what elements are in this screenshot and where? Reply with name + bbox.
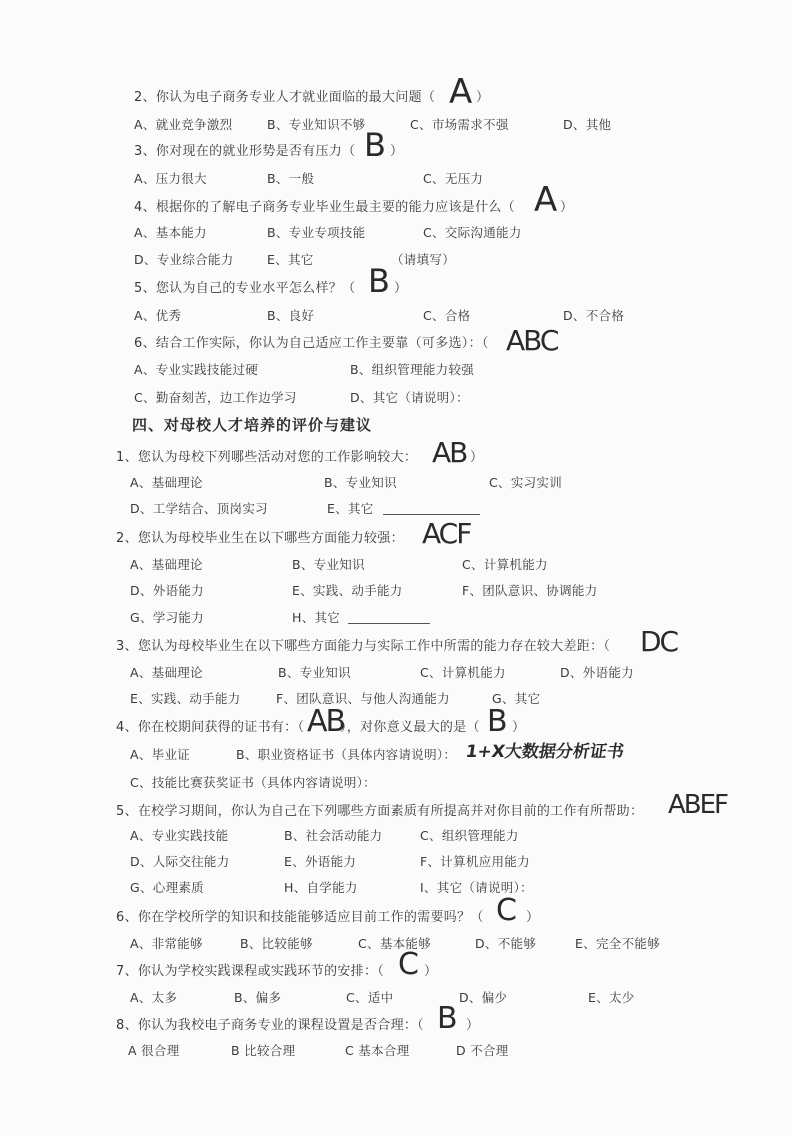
q3-option-a: A、压力很大 <box>134 171 207 186</box>
s4q1-option-d: D、工学结合、顶岗实习 <box>130 501 268 516</box>
q2-option-a: A、就业竞争激烈 <box>134 117 233 132</box>
s4q3-option-e: E、实践、动手能力 <box>130 691 241 706</box>
s4q1-option-b: B、专业知识 <box>324 475 397 490</box>
s4-question-6-text: 6、你在学校所学的知识和技能能够适应目前工作的需要吗？（ <box>116 910 484 925</box>
question-5-text: 5、您认为自己的专业水平怎么样？（ <box>134 281 356 296</box>
s4q6-option-e: E、完全不能够 <box>575 936 660 951</box>
s4-answer-q7: C <box>398 947 419 982</box>
question-2-text: 2、你认为电子商务专业人才就业面临的最大问题（ <box>134 90 436 105</box>
s4q7-option-d: D、偏少 <box>459 990 508 1005</box>
s4q2-option-c: C、计算机能力 <box>462 557 548 572</box>
s4q2-blank-line <box>348 623 430 624</box>
s4q8-option-c: C 基本合理 <box>345 1043 410 1058</box>
q3-option-c: C、无压力 <box>423 171 484 186</box>
s4-question-8-close: ） <box>466 1018 480 1033</box>
q4-option-c: C、交际沟通能力 <box>423 225 522 240</box>
s4-question-4-mid: ），对你意义最大的是（ <box>340 720 480 735</box>
answer-q2: A <box>449 72 473 112</box>
question-5-close: ） <box>394 281 408 296</box>
s4q2-option-d: D、外语能力 <box>130 583 204 598</box>
s4q7-option-a: A、太多 <box>130 990 178 1005</box>
q5-option-d: D、不合格 <box>563 308 625 323</box>
q4-option-fill: （请填写） <box>391 252 456 267</box>
q2-option-b: B、专业知识不够 <box>267 117 366 132</box>
s4q6-option-c: C、基本能够 <box>358 936 432 951</box>
q3-option-b: B、一般 <box>267 171 315 186</box>
s4-question-1-text: 1、您认为母校下列哪些活动对您的工作影响较大： <box>116 450 418 465</box>
q6-option-a: A、专业实践技能过硬 <box>134 362 259 377</box>
section-4-title: 四、对母校人才培养的评价与建议 <box>132 416 373 434</box>
s4q7-option-c: C、适中 <box>346 990 394 1005</box>
s4-question-5-text: 5、在校学习期间，你认为自己在下列哪些方面素质有所提高并对你目前的工作有所帮助： <box>116 804 644 819</box>
s4-question-6-close: ） <box>526 910 540 925</box>
s4q6-option-b: B、比较能够 <box>240 936 313 951</box>
q5-option-c: C、合格 <box>423 308 471 323</box>
q4-option-a: A、基本能力 <box>134 225 207 240</box>
s4-answer-q5: ABEF <box>668 790 728 820</box>
q5-option-b: B、良好 <box>267 308 315 323</box>
s4q5-option-a: A、专业实践技能 <box>130 828 229 843</box>
s4-answer-q8: B <box>437 1001 458 1036</box>
s4-answer-q1: AB <box>432 436 467 469</box>
s4-question-4-close: ） <box>512 720 526 735</box>
q6-option-c: C、勤奋刻苦，边工作边学习 <box>134 390 297 405</box>
answer-q4: A <box>534 180 558 220</box>
s4q3-option-a: A、基础理论 <box>130 665 203 680</box>
s4q7-option-b: B、偏多 <box>234 990 282 1005</box>
s4-question-8-text: 8、你认为我校电子商务专业的课程设置是否合理：（ <box>116 1018 424 1033</box>
q6-option-b: B、组织管理能力较强 <box>350 362 475 377</box>
question-2-close: ） <box>476 90 490 105</box>
s4q5-option-b: B、社会活动能力 <box>284 828 383 843</box>
s4q5-option-c: C、组织管理能力 <box>420 828 519 843</box>
s4q8-option-a: A 很合理 <box>128 1043 180 1058</box>
s4-question-1-close: ） <box>470 450 484 465</box>
s4q1-option-c: C、实习实训 <box>489 475 563 490</box>
s4-answer-q4-certs: AB <box>307 704 345 739</box>
s4q4-option-c: C、技能比赛获奖证书（具体内容请说明）： <box>130 775 376 790</box>
s4q8-option-d: D 不合理 <box>456 1043 509 1058</box>
question-3-close: ） <box>390 144 404 159</box>
s4-question-4-text: 4、你在校期间获得的证书有：（ <box>116 720 305 735</box>
question-4-text: 4、根据你的了解电子商务专业毕业生最主要的能力应该是什么（ <box>134 200 515 215</box>
s4-question-2-text: 2、您认为母校毕业生在以下哪些方面能力较强： <box>116 531 404 546</box>
q4-option-d: D、专业综合能力 <box>134 252 234 267</box>
question-4-close: ） <box>560 200 574 215</box>
s4q4-option-b: B、职业资格证书（具体内容请说明）： <box>236 747 457 762</box>
s4q3-option-g: G、其它 <box>492 691 541 706</box>
s4q6-option-a: A、非常能够 <box>130 936 203 951</box>
answer-q6: ABC <box>506 324 558 357</box>
s4q7-option-e: E、太少 <box>588 990 635 1005</box>
s4q2-option-f: F、团队意识、协调能力 <box>462 583 598 598</box>
s4q3-option-f: F、团队意识、与他人沟通能力 <box>276 691 450 706</box>
s4q1-option-e: E、其它 <box>327 501 374 516</box>
q4-option-e: E、其它 <box>267 252 314 267</box>
s4-answer-q2: ACF <box>422 517 471 550</box>
s4q3-option-c: C、计算机能力 <box>420 665 506 680</box>
s4-answer-q6: C <box>496 893 517 928</box>
q5-option-a: A、优秀 <box>134 308 182 323</box>
s4q2-option-e: E、实践、动手能力 <box>292 583 403 598</box>
q2-option-d: D、其他 <box>563 117 612 132</box>
s4q4-option-a: A、毕业证 <box>130 747 191 762</box>
s4q3-option-d: D、外语能力 <box>560 665 634 680</box>
s4q5-option-f: F、计算机应用能力 <box>420 854 530 869</box>
answer-q3: B <box>364 126 386 164</box>
q4-option-b: B、专业专项技能 <box>267 225 366 240</box>
q2-option-c: C、市场需求不强 <box>410 117 509 132</box>
s4q5-option-g: G、心理素质 <box>130 880 204 895</box>
answer-q5: B <box>368 262 390 300</box>
s4q2-option-g: G、学习能力 <box>130 610 204 625</box>
s4q5-option-e: E、外语能力 <box>284 854 357 869</box>
s4-question-3-text: 3、您认为母校毕业生在以下哪些方面能力与实际工作中所需的能力存在较大差距：（ <box>116 639 611 654</box>
s4q5-option-i: I、其它（请说明）： <box>420 880 533 895</box>
s4q2-option-a: A、基础理论 <box>130 557 203 572</box>
s4q3-option-b: B、专业知识 <box>278 665 351 680</box>
s4q2-option-h: H、其它 <box>292 610 341 625</box>
s4q6-option-d: D、不能够 <box>475 936 537 951</box>
s4-answer-q4-most: B <box>487 704 508 739</box>
s4-question-7-text: 7、你认为学校实践课程或实践环节的安排：（ <box>116 964 385 979</box>
s4q1-option-a: A、基础理论 <box>130 475 203 490</box>
question-6-text: 6、结合工作实际，你认为自己适应工作主要靠（可多选）：（ <box>134 336 489 351</box>
s4-answer-q3: DC <box>640 625 678 658</box>
s4q4-handwritten-note: 1+X大数据分析证书 <box>464 742 626 762</box>
s4q5-option-d: D、人际交往能力 <box>130 854 230 869</box>
s4-question-7-close: ） <box>424 964 438 979</box>
question-3-text: 3、你对现在的就业形势是否有压力（ <box>134 144 356 159</box>
s4q5-option-h: H、自学能力 <box>284 880 358 895</box>
s4q1-blank-line <box>383 514 480 515</box>
q6-option-d: D、其它（请说明）： <box>350 390 469 405</box>
s4q8-option-b: B 比较合理 <box>231 1043 296 1058</box>
s4q2-option-b: B、专业知识 <box>292 557 365 572</box>
